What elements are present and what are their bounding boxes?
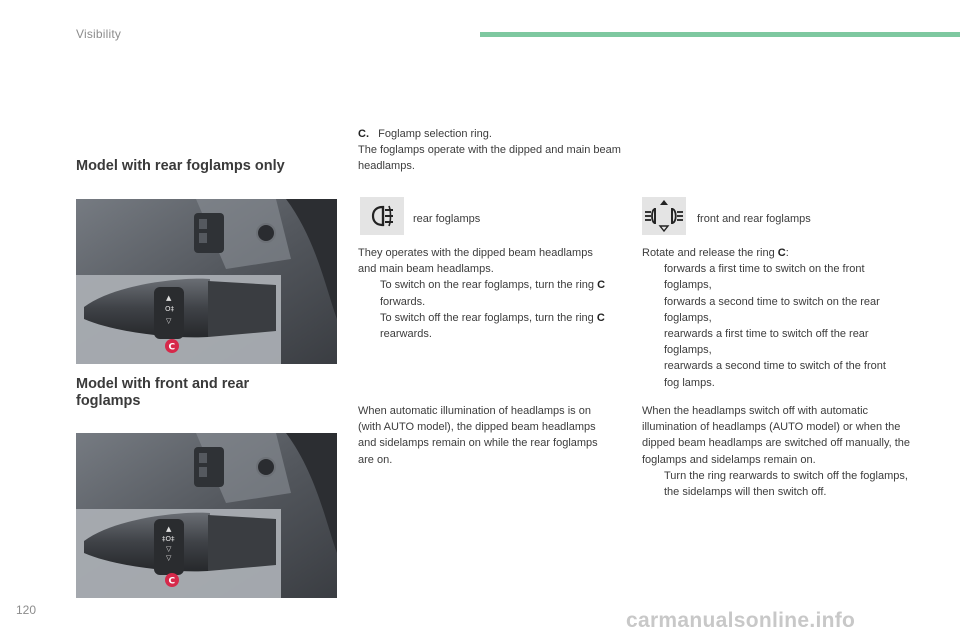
photo-callout-c: C: [168, 342, 176, 353]
fr-bullet-1: forwards a first time to switch on the front foglamps,: [664, 263, 865, 292]
stalk-photo-front-rear: [76, 433, 337, 598]
svg-text:▽: ▽: [166, 554, 172, 562]
svg-text:▲: ▲: [166, 525, 172, 533]
svg-text:▽: ▽: [166, 545, 172, 553]
svg-text:‡O‡: ‡O‡: [162, 535, 175, 543]
ring-description: Foglamp selection ring.: [378, 128, 492, 140]
rear-auto-note: When automatic illumination of headlamps is on (with AUTO model), the dipped beam headlamps and sidelamps remain on while the rear foglamps are on.: [358, 405, 598, 466]
header-accent-bar: [480, 32, 960, 37]
rear-foglamp-icon: [360, 197, 404, 235]
watermark: carmanualsonline.info: [626, 609, 856, 632]
rear-description: They operates with the dipped beam headlamps and main beam headlamps.: [358, 247, 593, 276]
heading-front-rear-foglamps: Model with front and rear foglamps: [76, 376, 250, 409]
rear-foglamps-label: rear foglamps: [413, 213, 481, 225]
stalk-illustration-front-rear-icon: [76, 433, 337, 598]
front-rear-instructions: [642, 245, 904, 391]
fr-bullet-2: forwards a second time to switch on the rear foglamps,: [664, 295, 880, 324]
section-title: Visibility: [76, 27, 122, 41]
front-rear-foglamps-label: front and rear foglamps: [697, 213, 811, 225]
fr-auto-bullet: Turn the ring rearwards to switch off the foglamps, the sidelamps will then switch off.: [664, 469, 908, 499]
label-c: C.: [358, 128, 369, 140]
front-rear-auto-note: [642, 403, 914, 500]
rear-instructions: [358, 245, 608, 342]
intro-block: [358, 126, 626, 175]
fr-bullet-3: rearwards a first time to switch off the rear foglamps,: [664, 328, 869, 357]
rear-bullet-on: To switch on the rear foglamps, turn the ring C forwards.: [380, 279, 606, 308]
fr-bullet-4: rearwards a second time to switch of the front fog lamps.: [664, 360, 886, 389]
photo-callout-c: C: [168, 576, 176, 587]
operate-description: The foglamps operate with the dipped and main beam headlamps.: [358, 144, 621, 173]
page-number: 120: [16, 603, 37, 617]
stalk-illustration-rear-icon: [76, 199, 337, 364]
fr-auto-description: When the headlamps switch off with automatic illumination of headlamps (AUTO model) or when the dipped beam headlamps are switched off manually, the foglamps and sidelamps remain on.: [642, 405, 911, 466]
svg-text:▽: ▽: [166, 317, 172, 325]
rotate-instruction: Rotate and release the ring C:: [642, 247, 789, 259]
svg-text:▲: ▲: [166, 294, 172, 302]
heading-rear-foglamps-only: Model with rear foglamps only: [76, 158, 285, 174]
svg-text:O‡: O‡: [165, 305, 175, 313]
rear-bullet-off: To switch off the rear foglamps, turn the ring C rearwards.: [380, 311, 605, 341]
front-rear-foglamp-icon: [642, 197, 686, 235]
stalk-photo-rear: [76, 199, 337, 364]
